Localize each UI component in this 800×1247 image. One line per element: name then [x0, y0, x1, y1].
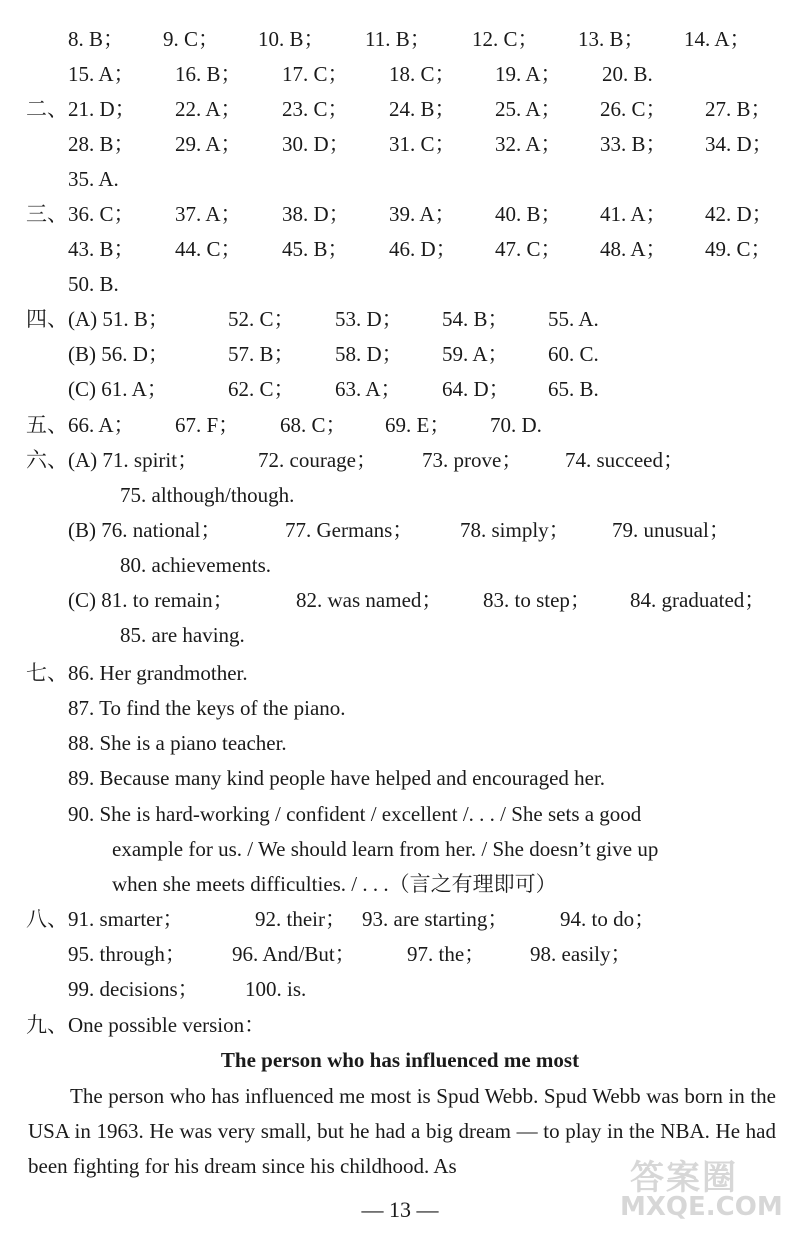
- answer: (C) 81. to remain；: [68, 588, 234, 612]
- answer: 60. C.: [548, 342, 599, 366]
- answer-row: [0, 691, 800, 726]
- answer: 63. A；: [335, 377, 402, 401]
- answer-row: [0, 478, 800, 513]
- answer: (A) 71. spirit；: [68, 448, 199, 472]
- answer: 43. B；: [68, 237, 135, 261]
- answer: 45. B；: [282, 237, 349, 261]
- section-label: 九、: [26, 1013, 68, 1037]
- section-label: 八、: [26, 907, 68, 931]
- answer-row: [0, 443, 800, 478]
- answer-row: [0, 902, 800, 937]
- answer: 19. A；: [495, 62, 562, 86]
- answer: 13. B；: [578, 27, 645, 51]
- answer: 14. A；: [684, 27, 751, 51]
- answer: 93. are starting；: [362, 907, 509, 931]
- answer: 87. To find the keys of the piano.: [68, 696, 346, 720]
- answer: 15. A；: [68, 62, 135, 86]
- answer: One possible version：: [68, 1013, 266, 1037]
- answer: 38. D；: [282, 202, 350, 226]
- answer-row: [0, 867, 800, 902]
- answer: 52. C；: [228, 307, 295, 331]
- essay-title: The person who has influenced me most: [220, 1048, 580, 1072]
- answer: 96. And/But；: [232, 942, 356, 966]
- answer: 20. B.: [602, 62, 653, 86]
- section-label: 七、: [26, 661, 68, 685]
- answer-row: [0, 162, 800, 197]
- answer-row: [0, 761, 800, 796]
- answer: 44. C；: [175, 237, 242, 261]
- answer: 77. Germans；: [285, 518, 414, 542]
- answer: 25. A；: [495, 97, 562, 121]
- answer: (B) 56. D；: [68, 342, 169, 366]
- answer: 100. is.: [245, 977, 307, 1001]
- answer-row: [0, 408, 800, 443]
- answer: 35. A.: [68, 167, 119, 191]
- answer: 66. A；: [68, 413, 135, 437]
- answer-row: [0, 232, 800, 267]
- answer: 82. was named；: [296, 588, 443, 612]
- answer-row: [0, 797, 800, 832]
- answer: 11. B；: [365, 27, 431, 51]
- answer: 79. unusual；: [612, 518, 730, 542]
- answer: 41. A；: [600, 202, 667, 226]
- answer-row: [0, 57, 800, 92]
- answer-row: [0, 726, 800, 761]
- section-label: 五、: [26, 413, 68, 437]
- answer: 48. A；: [600, 237, 667, 261]
- watermark: [620, 1150, 783, 1230]
- answer: example for us. / We should learn from her. / She doesn’t give up: [112, 837, 659, 861]
- answer: 26. C；: [600, 97, 667, 121]
- answer-row: [0, 513, 800, 548]
- answer-row: [0, 972, 800, 1007]
- answer: 75. although/though.: [120, 483, 295, 507]
- answer: 55. A.: [548, 307, 599, 331]
- section-label: 二、: [26, 97, 68, 121]
- answer: 49. C；: [705, 237, 772, 261]
- answer: 90. She is hard-working / confident / excellent /. . . / She sets a good: [68, 802, 642, 826]
- answer: 73. prove；: [422, 448, 523, 472]
- answer: 68. C；: [280, 413, 347, 437]
- answer: 17. C；: [282, 62, 349, 86]
- answer-row: [0, 618, 800, 653]
- answer: 16. B；: [175, 62, 242, 86]
- answer: 12. C；: [472, 27, 539, 51]
- answer: 65. B.: [548, 377, 599, 401]
- answer-row: [0, 267, 800, 302]
- answer: (A) 51. B；: [68, 307, 169, 331]
- answer-row: [0, 937, 800, 972]
- answer: 59. A；: [442, 342, 509, 366]
- answer: 30. D；: [282, 132, 350, 156]
- answer: 57. B；: [228, 342, 295, 366]
- answer: 88. She is a piano teacher.: [68, 731, 287, 755]
- answer: 74. succeed；: [565, 448, 684, 472]
- answer: 97. the；: [407, 942, 486, 966]
- answer: 67. F；: [175, 413, 240, 437]
- answer: 27. B；: [705, 97, 772, 121]
- answer: 22. A；: [175, 97, 242, 121]
- answer: 84. graduated；: [630, 588, 766, 612]
- section-label: 四、: [26, 307, 68, 331]
- answer-row: [0, 197, 800, 232]
- answer: 36. C；: [68, 202, 135, 226]
- answer: 83. to step；: [483, 588, 591, 612]
- page-number: — 13 —: [361, 1197, 439, 1222]
- answer-row: [0, 832, 800, 867]
- answer: 72. courage；: [258, 448, 377, 472]
- answer: 69. E；: [385, 413, 451, 437]
- answer: (B) 76. national；: [68, 518, 222, 542]
- answer: (C) 61. A；: [68, 377, 168, 401]
- answer: 39. A；: [389, 202, 456, 226]
- answer: 98. easily；: [530, 942, 632, 966]
- answer: 24. B；: [389, 97, 456, 121]
- answer: 21. D；: [68, 97, 136, 121]
- answer: 85. are having.: [120, 623, 245, 647]
- answer: 64. D；: [442, 377, 510, 401]
- answer: 34. D；: [705, 132, 773, 156]
- answer: 28. B；: [68, 132, 135, 156]
- watermark-logo: 答案圈: [630, 1158, 738, 1198]
- answer: 33. B；: [600, 132, 667, 156]
- answer: 80. achievements.: [120, 553, 272, 577]
- answer: 99. decisions；: [68, 977, 199, 1001]
- answer: 95. through；: [68, 942, 186, 966]
- answer-row: [0, 548, 800, 583]
- section-label: 六、: [26, 448, 68, 472]
- answer: 37. A；: [175, 202, 242, 226]
- answer: 8. B；: [68, 27, 125, 51]
- answer-row: [0, 127, 800, 162]
- answer: 58. D；: [335, 342, 403, 366]
- answer: 86. Her grandmother.: [68, 661, 248, 685]
- answer-row: [0, 337, 800, 372]
- answer-row: [0, 302, 800, 337]
- answer: 46. D；: [389, 237, 457, 261]
- answer: 78. simply；: [460, 518, 570, 542]
- answer-row: [0, 22, 800, 57]
- section-label: 三、: [26, 202, 68, 226]
- answer: 91. smarter；: [68, 907, 184, 931]
- answer: 50. B.: [68, 272, 119, 296]
- answer: 40. B；: [495, 202, 562, 226]
- essay-paragraph: The person who has influenced me most is Spud Webb. Spud Webb was born in the USA in 1963. He was very small, but he had a big dream — to play in the NBA. He had been fighting for his dream since his childhood. As: [28, 1084, 776, 1178]
- answer: 32. A；: [495, 132, 562, 156]
- answer-row: [0, 656, 800, 691]
- watermark-url: MXQE.COM: [620, 1192, 783, 1222]
- answer: 10. B；: [258, 27, 325, 51]
- answer: when she meets difficulties. / . . .（言之有理即可）: [112, 872, 557, 896]
- answer: 47. C；: [495, 237, 562, 261]
- answer-row: [0, 372, 800, 407]
- answer: 18. C；: [389, 62, 456, 86]
- answer: 31. C；: [389, 132, 456, 156]
- answer: 23. C；: [282, 97, 349, 121]
- answer: 54. B；: [442, 307, 509, 331]
- answer: 62. C；: [228, 377, 295, 401]
- answer: 29. A；: [175, 132, 242, 156]
- answer-row: [0, 1008, 800, 1043]
- answer-row: [0, 92, 800, 127]
- answer: 92. their；: [255, 907, 346, 931]
- answer: 53. D；: [335, 307, 403, 331]
- answer: 89. Because many kind people have helped and encouraged her.: [68, 766, 606, 790]
- answer-row: [0, 583, 800, 618]
- answer: 42. D；: [705, 202, 773, 226]
- answer: 9. C；: [163, 27, 220, 51]
- answer: 94. to do；: [560, 907, 656, 931]
- answer: 70. D.: [490, 413, 542, 437]
